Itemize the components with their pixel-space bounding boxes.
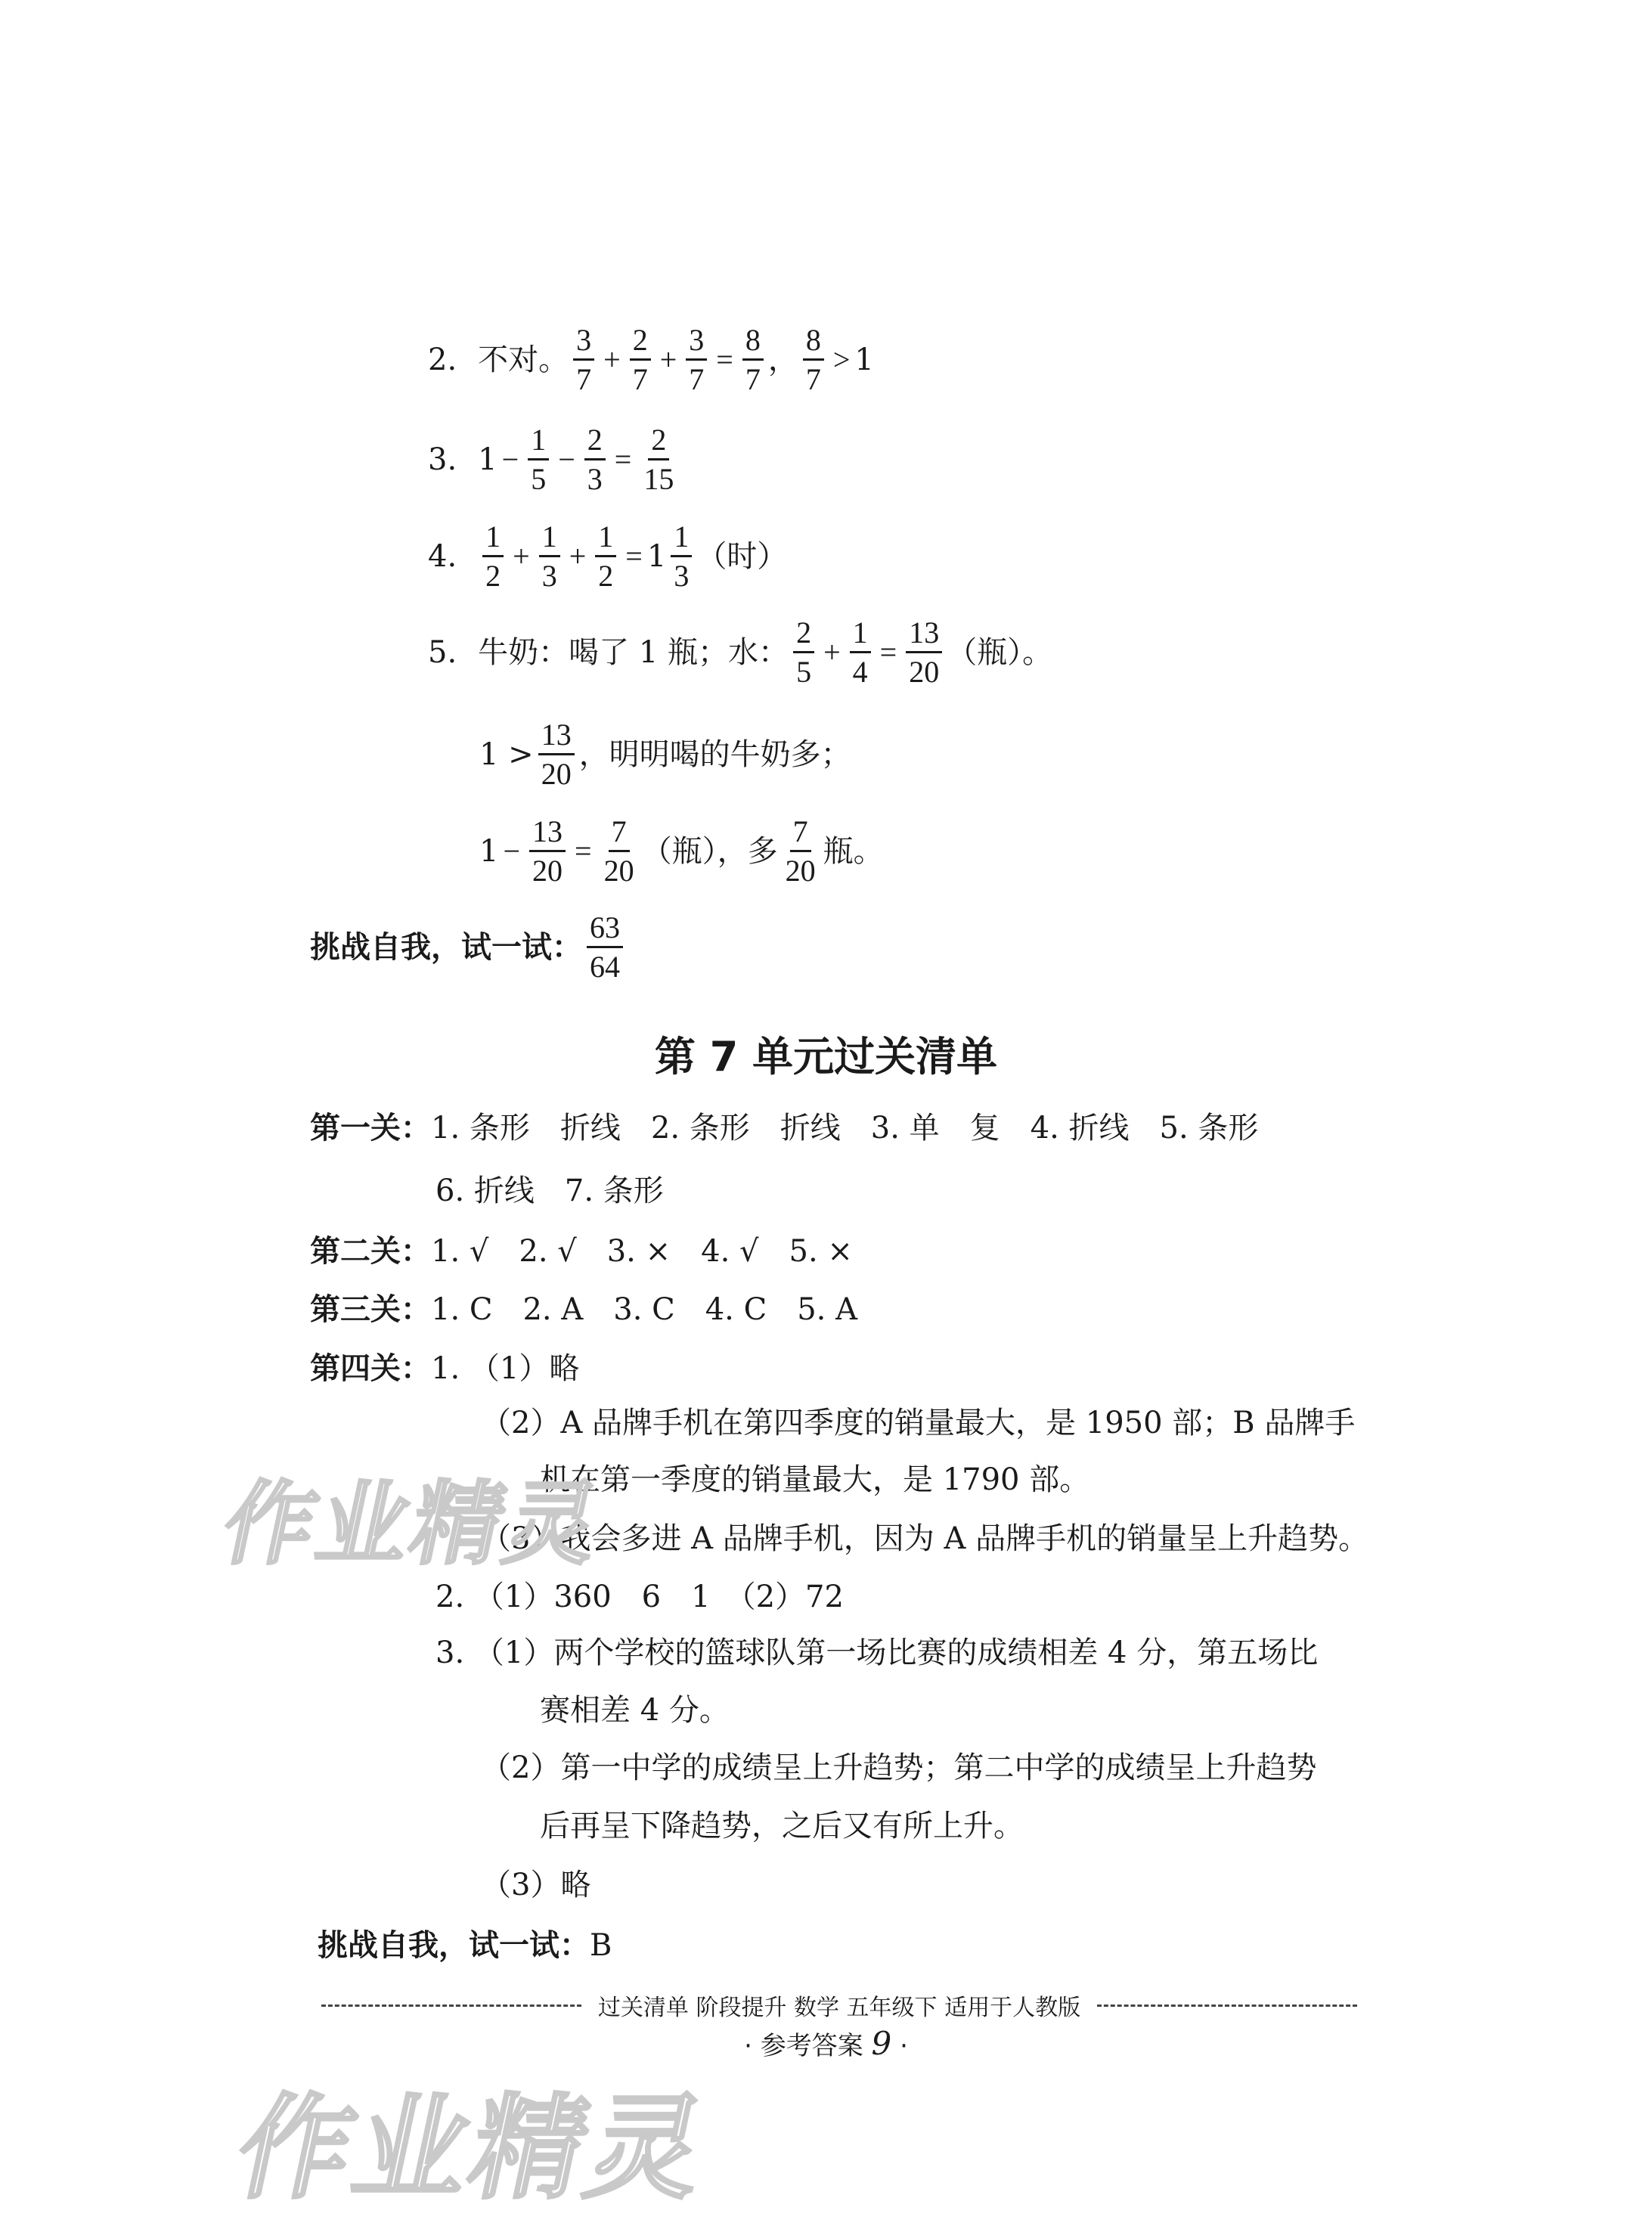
level-1-line2: 6. 折线 7. 条形 <box>435 1174 664 1208</box>
level-4-line: （2）A 品牌手机在第四季度的销量最大，是 1950 部；B 品牌手 <box>481 1406 1356 1440</box>
level-4-line: 3. （1）两个学校的篮球队第一场比赛的成绩相差 4 分，第五场比 <box>435 1636 1319 1670</box>
fraction: $\frac{1}{3}$ <box>671 520 692 592</box>
fraction: $\frac{2}{15}$ <box>643 423 674 497</box>
section-title: 第 7 单元过关清单 <box>654 1033 998 1081</box>
page-footer <box>321 1989 1357 2022</box>
fraction: $\frac{1}{3}$ <box>539 520 560 592</box>
answer-q3: 3. 1 − $\frac{1}{5}$ − $\frac{2}{3}$ = $\frac{2}{15}$ <box>428 423 681 495</box>
fraction: $\frac{7}{20}$ <box>785 814 816 888</box>
watermark: 作业精灵 <box>225 2083 720 2215</box>
fraction: $\frac{8}{7}$ <box>742 324 764 395</box>
level-4-line: 机在第一季度的销量最大，是 1790 部。 <box>540 1462 1090 1497</box>
divider <box>321 2005 581 2007</box>
level-2: 第二关： 1. √ 2. √ 3. × 4. √ 5. × <box>310 1234 853 1269</box>
level-4-line: 后再呈下降趋势，之后又有所上升。 <box>540 1809 1024 1843</box>
answer-q5-compare: 1 > $\frac{13}{20}$ ，明明喝的牛奶多； <box>479 718 851 792</box>
answer-q5-diff: 1 − $\frac{13}{20}$ = $\frac{7}{20}$ （瓶），多 $\frac{7}{20}$ 瓶。 <box>479 814 884 888</box>
challenge-answer-2: 挑战自我，试一试： B <box>318 1928 612 1963</box>
level-4-line: （2）第一中学的成绩呈上升趋势；第二中学的成绩呈上升趋势 <box>481 1750 1317 1785</box>
fraction: $\frac{3}{7}$ <box>573 324 594 395</box>
fraction: $\frac{13}{20}$ <box>538 718 575 790</box>
divider <box>1097 2005 1357 2007</box>
fraction: $\frac{1}{4}$ <box>850 616 871 688</box>
challenge-answer-1: 挑战自我，试一试： $\frac{63}{64}$ <box>310 911 628 983</box>
footer-text: 过关清单 阶段提升 数学 五年级下 适用于人教版 <box>597 1995 1081 2021</box>
level-1: 第一关： 1. 条形 折线 2. 条形 折线 3. 单 复 4. 折线 5. 条形 <box>310 1111 1259 1146</box>
answer-q2: 2. 不对。 $\frac{3}{7}$ + $\frac{2}{7}$ + $\frac{3}{7}$ = $\frac{8}{7}$ ， $\frac{8}{7}$ > 1 <box>428 323 874 397</box>
fraction: $\frac{3}{7}$ <box>686 324 707 395</box>
level-4-line: （3）略 <box>481 1868 591 1902</box>
fraction: $\frac{1}{2}$ <box>595 520 616 592</box>
level-4-line: 2. （1）360 6 1 （2）72 <box>435 1580 844 1614</box>
answer-q5: 5. 牛奶：喝了 1 瓶；水： $\frac{2}{5}$ + $\frac{1}{4}$ = $\frac{13}{20}$ （瓶）。 <box>428 615 1053 690</box>
fraction: $\frac{2}{5}$ <box>793 616 814 688</box>
fraction: $\frac{8}{7}$ <box>803 324 824 395</box>
level-4-line: （3）我会多进 A 品牌手机，因为 A 品牌手机的销量呈上升趋势。 <box>481 1521 1369 1556</box>
level-4: 第四关： 1. （1）略 <box>310 1351 580 1386</box>
fraction: $\frac{7}{20}$ <box>603 814 634 888</box>
answer-q4: 4. $\frac{1}{2}$ + $\frac{1}{3}$ + $\frac{1}{2}$ = 1 $\frac{1}{3}$ （时） <box>428 519 788 594</box>
fraction: $\frac{1}{2}$ <box>482 520 504 592</box>
fraction: $\frac{1}{5}$ <box>528 423 549 495</box>
fraction: $\frac{2}{3}$ <box>584 423 606 495</box>
level-4-line: 赛相差 4 分。 <box>540 1693 730 1728</box>
page-number: · 参考答案 9 · <box>744 2025 908 2062</box>
fraction: $\frac{13}{20}$ <box>906 616 942 688</box>
watermark: 作业精灵 <box>213 1472 612 1577</box>
fraction: $\frac{63}{64}$ <box>587 911 623 983</box>
level-3: 第三关： 1. C 2. A 3. C 4. C 5. A <box>310 1292 857 1327</box>
fraction: $\frac{13}{20}$ <box>529 815 566 887</box>
fraction: $\frac{2}{7}$ <box>630 324 651 395</box>
